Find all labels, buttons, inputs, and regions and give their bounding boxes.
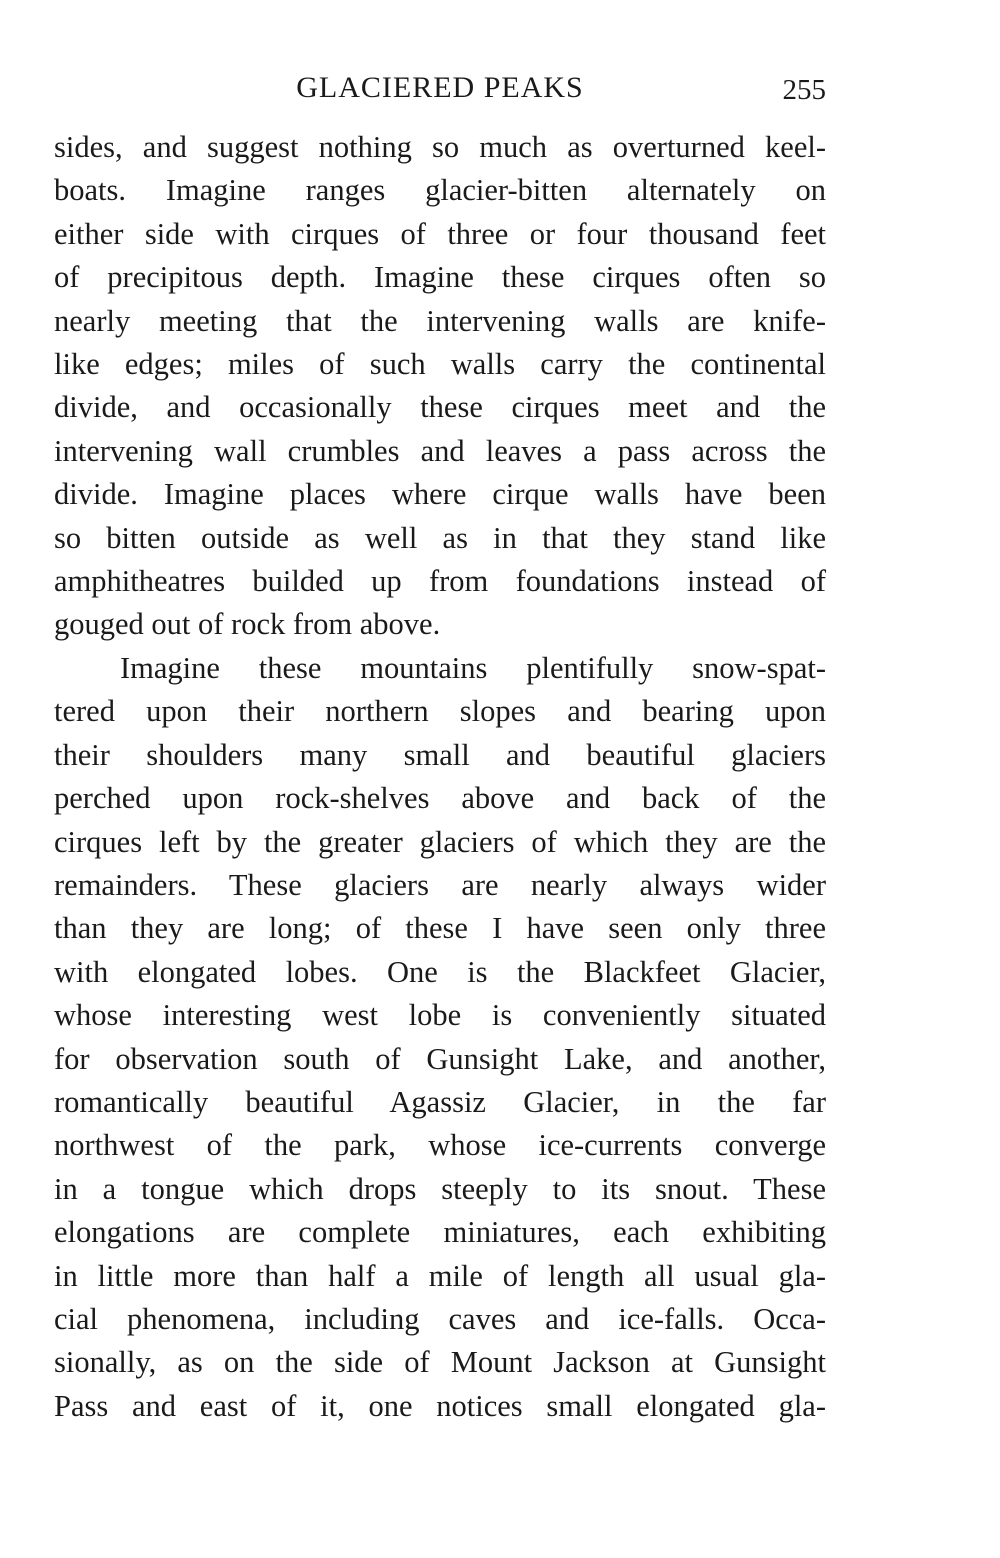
text-line: Pass and east of it, one notices small elongated gla- — [54, 1388, 826, 1423]
text-line: Imagine these mountains plentifully snow-spat- — [120, 650, 826, 685]
text-line: cirques left by the greater glaciers of which they are the — [54, 824, 826, 859]
text-line: gouged out of rock from above. — [54, 607, 441, 642]
text-line: elongations are complete miniatures, each exhibiting — [54, 1215, 826, 1250]
text-line: divide. Imagine places where cirque walls have been — [54, 477, 826, 512]
text-line: perched upon rock-shelves above and back of the — [54, 781, 826, 816]
text-line: so bitten outside as well as in that they stand like — [54, 520, 826, 555]
text-line: than they are long; of these I have seen only three — [54, 911, 826, 946]
paragraph-1 — [54, 126, 826, 647]
text-line: like edges; miles of such walls carry the continental — [54, 347, 826, 382]
text-line: remainders. These glaciers are nearly always wider — [54, 867, 826, 902]
text-line: with elongated lobes. One is the Blackfeet Glacier, — [54, 954, 826, 989]
text-line: of precipitous depth. Imagine these cirques often so — [54, 260, 826, 295]
text-line: romantically beautiful Agassiz Glacier, in the far — [54, 1084, 826, 1119]
text-line: either side with cirques of three or four thousand feet — [54, 216, 826, 251]
text-line: intervening wall crumbles and leaves a pass across the — [54, 433, 826, 468]
text-line: boats. Imagine ranges glacier-bitten alternately on — [54, 173, 826, 208]
text-line: tered upon their northern slopes and bearing upon — [54, 694, 826, 729]
text-line: sides, and suggest nothing so much as overturned keel- — [54, 130, 826, 164]
text-line: amphitheatres builded up from foundations instead of — [54, 564, 826, 599]
text-line: in a tongue which drops steeply to its snout. These — [54, 1171, 826, 1206]
text-line: in little more than half a mile of length all usual gla- — [54, 1258, 826, 1293]
text-line: nearly meeting that the intervening walls are knife- — [54, 303, 826, 338]
chapter-title: GLACIERED PEAKS — [296, 71, 584, 104]
text-line: sionally, as on the side of Mount Jackson at Gunsight — [54, 1345, 826, 1380]
text-line: northwest of the park, whose ice-currents converge — [54, 1128, 826, 1163]
text-line: divide, and occasionally these cirques meet and the — [54, 390, 826, 425]
paragraph-2 — [54, 647, 826, 1428]
body-text — [54, 126, 826, 1428]
text-line: cial phenomena, including caves and ice-falls. Occa- — [54, 1301, 826, 1336]
running-head — [54, 66, 826, 110]
text-line: whose interesting west lobe is conveniently situated — [54, 998, 826, 1033]
text-line: for observation south of Gunsight Lake, and another, — [54, 1041, 826, 1076]
page-number: 255 — [782, 74, 826, 106]
text-line: their shoulders many small and beautiful glaciers — [54, 737, 826, 772]
